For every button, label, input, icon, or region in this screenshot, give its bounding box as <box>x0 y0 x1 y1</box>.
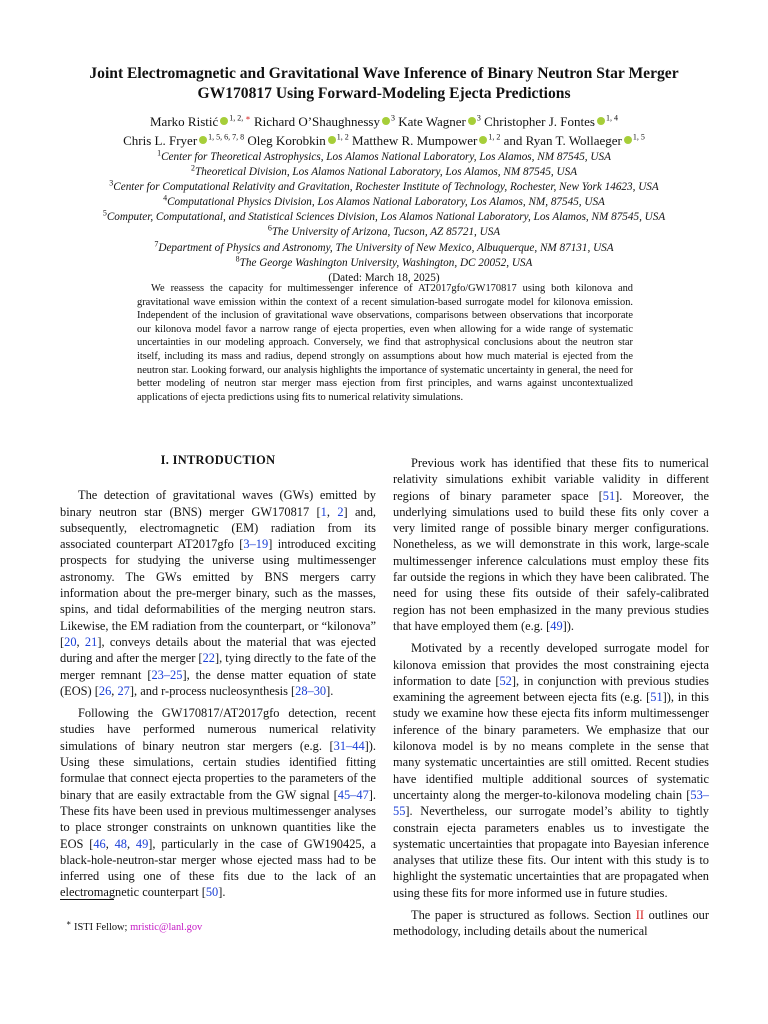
affiliation-number: 1 <box>157 148 162 158</box>
author-affiliation-marks: 1, 2 <box>488 132 501 142</box>
orcid-icon[interactable] <box>597 117 605 125</box>
orcid-icon[interactable] <box>624 136 632 144</box>
body-paragraph: Previous work has identified that these fits to numerical relativity simulations exhibit variable validity in different regions of binary parameter space [51]. Moreover, the underlying simulations used to build these fits only cover a very limited range of possible binary merger configurations. Nonetheless, as we will demonstrate in this work, large-scale multimessenger inference calculations must employ these fits far outside the regions in which they have been calibrated. The need for using these fits outside of their safely-calibrated region has not been emphasized in the many previous studies that have employed them (e.g. [49]). <box>393 456 710 633</box>
author-name: Richard O’Shaughnessy <box>253 114 380 129</box>
affiliation-line <box>30 150 738 165</box>
affiliation-number: 4 <box>163 193 168 203</box>
citation-link[interactable]: 20 <box>64 634 77 649</box>
citation-link[interactable]: 23–25 <box>151 667 183 682</box>
citation-link[interactable]: 45–47 <box>337 787 369 802</box>
citation-link[interactable]: 22 <box>202 651 215 666</box>
affiliation-line <box>30 225 738 240</box>
author <box>247 133 348 148</box>
footnote-marker: ∗ <box>66 918 72 928</box>
citation-link[interactable]: 31–44 <box>333 738 365 753</box>
paper-title: Joint Electromagnetic and Gravitational Wave Inference of Binary Neutron Star Merger GW170817 Using Forward-Modeling Ejecta Predictions <box>89 65 679 102</box>
author-name: Christopher J. Fontes <box>484 114 595 129</box>
citation-link[interactable]: 26 <box>98 683 112 698</box>
citation-link[interactable]: 50 <box>205 885 219 900</box>
author-name: Matthew R. Mumpower <box>352 133 478 148</box>
orcid-icon[interactable] <box>468 117 476 125</box>
orcid-icon[interactable] <box>479 136 487 144</box>
footnote-label: ISTI Fellow; <box>74 922 128 933</box>
author <box>526 133 645 148</box>
body-paragraph: The paper is structured as follows. Section II outlines our methodology, including details about the numerical <box>393 908 710 939</box>
affiliation-line <box>30 180 738 195</box>
author-affiliation-marks: 1, 5, 6, 7, 8 <box>208 132 245 142</box>
citation-link[interactable]: 28–30 <box>295 683 327 698</box>
citation-link[interactable]: 48 <box>114 836 127 851</box>
body-paragraph: Following the GW170817/AT2017gfo detection, recent studies have performed numerous numerical relativity simulations of binary neutron star mergers (e.g. [31–44]). Using these simulations, certain studies identified fitting formulae that connect ejecta properties to the parameters of the binary that are easily extractable from the GW signal [45–47]. These fits have been used in previous multimessenger analyses to place stronger constraints on unknown quantities like the EOS [46, 48, 49], particularly in the case of GW190425, a black-hole-neutron-star merger whose ejected mass had to be inferred using one of these fits due to the lack of an electromagnetic counterpart [50]. <box>60 706 376 900</box>
author <box>484 114 618 129</box>
affiliation-text: Department of Physics and Astronomy, The University of New Mexico, Albuquerque, NM 87131, USA <box>158 241 614 254</box>
citation-link[interactable]: 52 <box>499 673 512 688</box>
affiliation-text: Theoretical Division, Los Alamos National Laboratory, Los Alamos, NM 87545, USA <box>194 166 578 179</box>
orcid-icon[interactable] <box>199 136 207 144</box>
citation-link[interactable]: 46 <box>93 836 106 851</box>
left-column <box>60 452 376 901</box>
affiliation-number: 2 <box>190 163 195 173</box>
author <box>398 114 481 129</box>
affiliation-list <box>30 150 738 286</box>
affiliation-text: Computer, Computational, and Statistical Sciences Division, Los Alamos National Laboratory, Los Alamos, NM 87545, USA <box>106 211 666 224</box>
affiliation-line <box>30 253 738 271</box>
affiliation-number: 8 <box>235 253 240 263</box>
author-affiliation-marks: 1, 5 <box>632 132 645 142</box>
author-name: Ryan T. Wollaeger <box>525 133 622 148</box>
citation-link[interactable]: 49 <box>550 618 563 633</box>
author-name: Marko Ristić <box>150 114 219 129</box>
affiliation-line <box>30 195 738 210</box>
affiliation-number: 7 <box>154 238 159 248</box>
footnote-rule <box>60 899 114 900</box>
affiliation-text: Computational Physics Division, Los Alamos National Laboratory, Los Alamos, NM, 87545, USA <box>167 196 605 209</box>
body-paragraph: Motivated by a recently developed surrogate model for kilonova emission that provides the most constraining ejecta information to date [52], in conjunction with previous studies examining the agreement between ejecta fits (e.g. [51]), in this study we examine how these ejecta fits inform multimessenger inference of the binary parameters. We emphasize that our kilonova model is by no means complete in the sense that many systematic uncertainties are still omitted. Recent studies have identified multiple additional sources of systematic uncertainty along the merger-to-kilonova modeling chain [53–55]. Nevertheless, our surrogate model’s ability to tightly constrain ejecta parameters enables us to investigate the systematic uncertainties that propagate into Bayesian inference analyses that utilize these fits. Our intent with this study is to highlight the systematic uncertainties that are propagated when using these fits for more informed use in future studies. <box>393 641 709 900</box>
author <box>352 133 500 148</box>
affiliation-number: 6 <box>267 223 272 233</box>
citation-link[interactable]: 53–55 <box>393 787 709 819</box>
author-affiliation-marks: 1, 2, ∗ <box>229 113 251 123</box>
citation-link[interactable]: 27 <box>117 683 130 698</box>
right-column <box>393 455 709 940</box>
section-heading-introduction: I. INTRODUCTION <box>160 453 276 467</box>
author-name: Chris L. Fryer <box>123 133 198 148</box>
affiliation-number: 3 <box>109 178 114 188</box>
orcid-icon[interactable] <box>328 136 336 144</box>
author-name: Kate Wagner <box>398 114 466 129</box>
citation-link[interactable]: 51 <box>602 488 616 503</box>
author-and: and <box>503 133 523 148</box>
author <box>254 114 395 129</box>
abstract: We reassess the capacity for multimessenger inference of AT2017gfo/GW170817 using both kilonova and gravitational wave emission within the context of a recent simulation-based surrogate model for kilonova emission. Independent of the inclusion of gravitational wave observations, comparisons between observations that incorporate our kilonova model favor a narrow range of ejecta properties, even when allowing for a wide range of systematic uncertainties in our modeling approach. Conversely, we find that astrophysical conclusions about the neutron star itself, including its mass and radius, depend strongly on assumptions about how much material is ejected from the neutron star. Looking forward, our analysis highlights the importance of systematic uncertainty in general, the need for better modeling of neutron star merger mass ejection from first principles, and warns against uncontextualized applications of ejecta predictions using fits to numerical relativity simulations. <box>137 283 633 403</box>
author <box>123 133 244 148</box>
affiliation-text: The University of Arizona, Tucson, AZ 85721, USA <box>271 226 501 239</box>
section-reference-link[interactable]: II <box>635 908 644 923</box>
affiliation-text: The George Washington University, Washington, DC 20052, USA <box>239 256 533 269</box>
author <box>150 114 251 129</box>
citation-link[interactable]: 3–19 <box>243 537 269 552</box>
affiliation-text: Center for Computational Relativity and Gravitation, Rochester Institute of Technology, Rochester, New York 14623, USA <box>113 181 659 194</box>
citation-link[interactable]: 49 <box>135 836 149 851</box>
author-name: Oleg Korobkin <box>247 133 326 148</box>
author-list <box>40 112 728 150</box>
body-paragraph: The detection of gravitational waves (GWs) emitted by binary neutron star (BNS) merger GW170817 [1, 2] and, subsequently, electromagnetic (EM) radiation from its associated counterpart AT2017gfo [3–19] introduced exciting prospects for studying the universe using multimessenger astronomy. The GWs emitted by BNS mergers carry information about the pre-merger binary, such as the masses, spins, and tidal deformabilities of the merging neutron stars. Likewise, the EM radiation from the counterpart, or “kilonova” [20, 21], conveys details about the material that was ejected during and after the merger [22], tying directly to the fate of the merger remnant [23–25], the dense matter equation of state (EOS) [26, 27], and r-process nucleosynthesis [28–30]. <box>60 488 377 698</box>
affiliation-line <box>30 238 738 256</box>
citation-link[interactable]: 51 <box>650 690 663 705</box>
author-affiliation-marks: 3 <box>390 113 395 123</box>
author-affiliation-marks: 1, 2 <box>336 132 349 142</box>
author-affiliation-marks: 3 <box>476 113 481 123</box>
footnote <box>66 918 203 934</box>
affiliation-line <box>30 210 738 225</box>
citation-link[interactable]: 21 <box>84 634 98 649</box>
dated-line: (Dated: March 18, 2025) <box>328 271 440 284</box>
citation-link[interactable]: 2 <box>337 504 344 519</box>
affiliation-number: 5 <box>102 208 107 218</box>
affiliation-line <box>30 165 738 180</box>
orcid-icon[interactable] <box>220 117 228 125</box>
affiliation-text: Center for Theoretical Astrophysics, Los Alamos National Laboratory, Los Alamos, NM 87545, USA <box>161 151 611 163</box>
citation-link[interactable]: 1 <box>320 504 327 519</box>
footnote-email-link[interactable]: mristic@lanl.gov <box>130 922 203 933</box>
orcid-icon[interactable] <box>382 117 390 125</box>
author-affiliation-marks: 1, 4 <box>605 113 618 123</box>
